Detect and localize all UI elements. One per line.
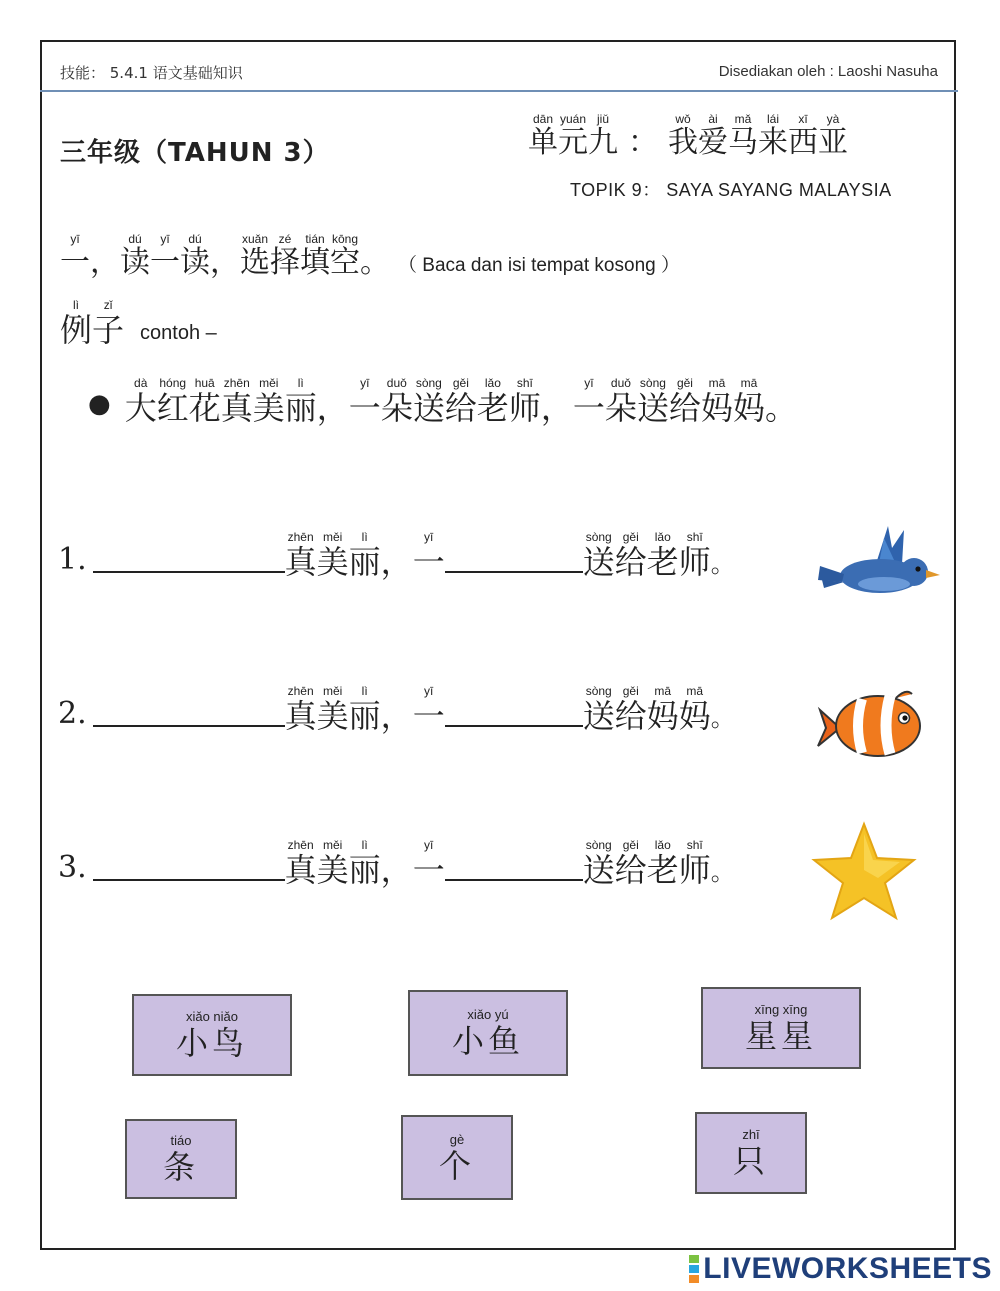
question-char: yī 一 — [412, 838, 445, 889]
example-char: huā 花 — [188, 376, 221, 427]
liveworksheets-logo-icon — [689, 1254, 699, 1284]
instruction — [60, 232, 680, 281]
question-char: lì 丽 — [348, 684, 381, 735]
instr-char: ， — [210, 245, 240, 280]
example-char: yī 一 — [572, 376, 605, 427]
question-char: yī 一 — [412, 684, 445, 735]
example-sentence — [88, 376, 797, 427]
question-char: měi 美 — [316, 684, 349, 735]
question-char: shī 师 — [678, 838, 711, 889]
example-char: lǎo 老 — [476, 376, 509, 427]
question-3 — [58, 838, 735, 889]
noun-blank[interactable] — [93, 695, 285, 727]
measure-word-blank[interactable] — [445, 849, 583, 881]
unit-char: mǎ 马 — [728, 112, 758, 160]
example-char: měi 美 — [252, 376, 285, 427]
question-number: 2. — [58, 695, 87, 731]
example-char: duǒ 朵 — [604, 376, 637, 427]
question-char: shī 师 — [678, 530, 711, 581]
example-char: 。 — [765, 389, 798, 427]
option-card-bird[interactable] — [132, 994, 292, 1076]
instr-char: yī 一 — [150, 232, 180, 280]
example-char: ， — [316, 389, 349, 427]
example-char: sòng 送 — [636, 376, 669, 427]
unit-char: xī 西 — [788, 112, 818, 160]
header-divider — [40, 90, 958, 92]
example-char: ， — [540, 389, 573, 427]
question-char: sòng 送 — [582, 684, 615, 735]
instr-char: xuǎn 选 — [240, 232, 270, 280]
option-text: 小鸟 — [175, 1024, 248, 1062]
option-card-zhi[interactable] — [695, 1112, 807, 1194]
brand-text: LIVEWORKSHEETS — [703, 1252, 992, 1285]
prepared-by: Disediakan oleh : Laoshi Nasuha — [718, 63, 938, 80]
option-text: 小鱼 — [451, 1022, 524, 1060]
instruction-malay: （ Baca dan isi tempat kosong ） — [398, 254, 680, 276]
bird-icon — [814, 520, 942, 600]
option-text: 星星 — [744, 1017, 817, 1055]
option-text: 个 — [438, 1146, 475, 1185]
question-char: sòng 送 — [582, 530, 615, 581]
question-char: zhēn 真 — [284, 684, 317, 735]
unit-char: ài 爱 — [698, 112, 728, 160]
question-char: zhēn 真 — [284, 530, 317, 581]
question-1 — [58, 530, 735, 581]
fish-icon — [816, 684, 926, 766]
question-char: měi 美 — [316, 530, 349, 581]
question-char: lì 丽 — [348, 530, 381, 581]
example-char: yī 一 — [348, 376, 381, 427]
topic-label: TOPIK 9： SAYA SAYANG MALAYSIA — [570, 180, 892, 200]
unit-char: yà 亚 — [818, 112, 848, 160]
instr-char: tián 填 — [300, 232, 330, 280]
skill-label: 技能： 5.4.1 语文基础知识 — [60, 64, 243, 82]
question-number: 3. — [58, 849, 87, 885]
example-label-malay: contoh – — [140, 321, 217, 344]
option-pinyin: xiǎo niǎo — [185, 1009, 239, 1024]
instr-char: ， — [90, 245, 120, 280]
question-char: yī 一 — [412, 530, 445, 581]
question-char: lǎo 老 — [646, 530, 679, 581]
option-card-fish[interactable] — [408, 990, 568, 1076]
unit-char: ： — [628, 125, 658, 160]
unit-char: dān 单 — [528, 112, 558, 160]
option-pinyin: tiáo — [170, 1133, 192, 1148]
noun-blank[interactable] — [93, 541, 285, 573]
question-period: 。 — [710, 857, 735, 886]
example-char: mā 妈 — [700, 376, 733, 427]
question-char: ， — [380, 543, 413, 581]
example-char: dà 大 — [124, 376, 157, 427]
example-label — [60, 298, 217, 349]
option-text: 条 — [162, 1148, 199, 1186]
question-period: 。 — [710, 703, 735, 732]
eg-char: lì 例 — [60, 298, 93, 349]
option-text: 只 — [732, 1142, 769, 1180]
example-char: lì 丽 — [284, 376, 317, 427]
unit-char: wǒ 我 — [668, 112, 698, 160]
question-number: 1. — [58, 541, 87, 577]
instr-char: yī 一 — [60, 232, 90, 280]
option-card-star[interactable] — [701, 987, 861, 1069]
question-char: gěi 给 — [614, 838, 647, 889]
example-char: gěi 给 — [668, 376, 701, 427]
question-period: 。 — [710, 549, 735, 578]
option-pinyin: xīng xīng — [754, 1002, 808, 1017]
noun-blank[interactable] — [93, 849, 285, 881]
example-char: shī 师 — [508, 376, 541, 427]
question-char: měi 美 — [316, 838, 349, 889]
question-char: ， — [380, 697, 413, 735]
instr-char: zé 择 — [270, 232, 300, 280]
instr-char: dú 读 — [180, 232, 210, 280]
question-2 — [58, 684, 735, 735]
grade-title: 三年级（TAHUN 3） — [60, 138, 330, 168]
question-char: lǎo 老 — [646, 838, 679, 889]
liveworksheets-brand[interactable] — [689, 1252, 992, 1286]
option-pinyin: gè — [449, 1131, 465, 1147]
example-char: mā 妈 — [732, 376, 765, 427]
option-pinyin: xiǎo yú — [467, 1007, 509, 1022]
bullet-icon: ● — [88, 388, 111, 419]
example-char: gěi 给 — [444, 376, 477, 427]
instr-char: dú 读 — [120, 232, 150, 280]
eg-char: zǐ 子 — [92, 298, 125, 349]
option-card-ge[interactable] — [401, 1115, 513, 1200]
question-char: ， — [380, 851, 413, 889]
question-char: zhēn 真 — [284, 838, 317, 889]
unit-char: lái 来 — [758, 112, 788, 160]
instr-char: 。 — [360, 245, 390, 280]
option-pinyin: zhī — [742, 1127, 760, 1142]
option-card-tiao[interactable] — [125, 1119, 237, 1199]
example-char: hóng 红 — [156, 376, 189, 427]
example-char: sòng 送 — [412, 376, 445, 427]
question-char: gěi 给 — [614, 530, 647, 581]
star-icon — [810, 820, 918, 922]
question-char: gěi 给 — [614, 684, 647, 735]
question-char: mā 妈 — [678, 684, 711, 735]
instr-char: kōng 空 — [330, 232, 360, 280]
measure-word-blank[interactable] — [445, 541, 583, 573]
question-char: mā 妈 — [646, 684, 679, 735]
unit-title — [528, 112, 848, 161]
example-char: duǒ 朵 — [380, 376, 413, 427]
unit-char: jiǔ 九 — [588, 112, 618, 160]
unit-char: yuán 元 — [558, 112, 588, 160]
question-char: lì 丽 — [348, 838, 381, 889]
measure-word-blank[interactable] — [445, 695, 583, 727]
question-char: sòng 送 — [582, 838, 615, 889]
example-char: zhēn 真 — [220, 376, 253, 427]
